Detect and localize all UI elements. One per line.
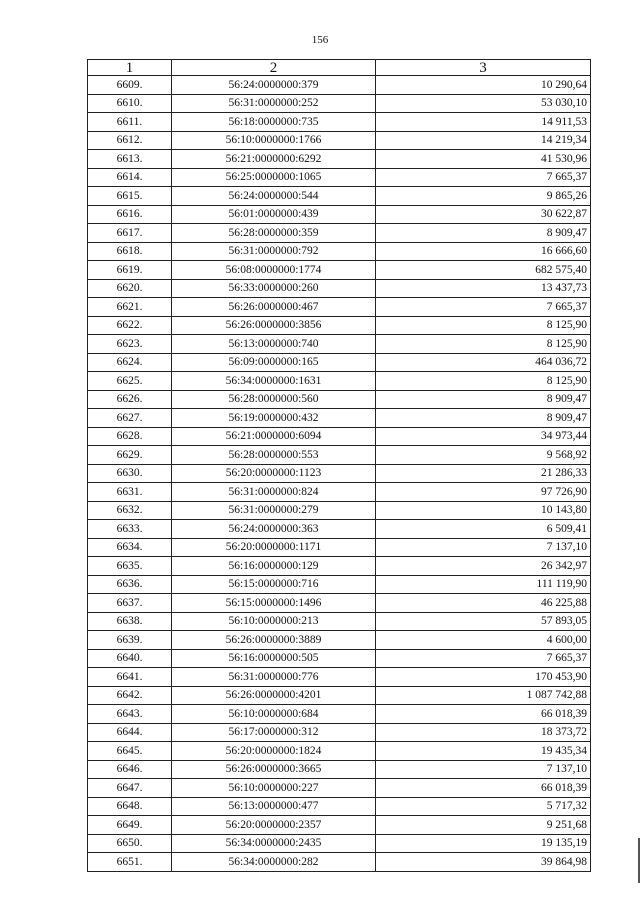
table-row <box>88 557 591 576</box>
table-row <box>88 705 591 724</box>
value-cell: 53 030,10 <box>376 94 591 113</box>
row-number-cell: 6630. <box>88 464 172 483</box>
cadastral-number-cell: 56:34:0000000:282 <box>172 853 376 872</box>
table-row <box>88 594 591 613</box>
row-number-cell: 6619. <box>88 261 172 280</box>
value-cell: 41 530,96 <box>376 150 591 169</box>
value-cell: 4 600,00 <box>376 631 591 650</box>
table-row <box>88 649 591 668</box>
value-cell: 111 119,90 <box>376 575 591 594</box>
table-row <box>88 797 591 816</box>
cadastral-number-cell: 56:10:0000000:1766 <box>172 131 376 150</box>
row-number-cell: 6649. <box>88 816 172 835</box>
value-cell: 19 435,34 <box>376 742 591 761</box>
row-number-cell: 6611. <box>88 113 172 132</box>
value-cell: 8 125,90 <box>376 316 591 335</box>
row-number-cell: 6626. <box>88 390 172 409</box>
cadastral-number-cell: 56:09:0000000:165 <box>172 353 376 372</box>
value-cell: 14 911,53 <box>376 113 591 132</box>
row-number-cell: 6636. <box>88 575 172 594</box>
row-number-cell: 6615. <box>88 187 172 206</box>
cadastral-number-cell: 56:16:0000000:505 <box>172 649 376 668</box>
row-number-cell: 6637. <box>88 594 172 613</box>
cadastral-number-cell: 56:26:0000000:3665 <box>172 760 376 779</box>
cadastral-number-cell: 56:26:0000000:467 <box>172 298 376 317</box>
value-cell: 170 453,90 <box>376 668 591 687</box>
value-cell: 46 225,88 <box>376 594 591 613</box>
table-row <box>88 742 591 761</box>
cadastral-number-cell: 56:31:0000000:792 <box>172 242 376 261</box>
table-row <box>88 464 591 483</box>
cadastral-number-cell: 56:20:0000000:2357 <box>172 816 376 835</box>
row-number-cell: 6612. <box>88 131 172 150</box>
row-number-cell: 6609. <box>88 76 172 95</box>
cadastral-number-cell: 56:28:0000000:553 <box>172 446 376 465</box>
table-row <box>88 686 591 705</box>
value-cell: 6 509,41 <box>376 520 591 539</box>
row-number-cell: 6624. <box>88 353 172 372</box>
table-row <box>88 94 591 113</box>
cadastral-number-cell: 56:16:0000000:129 <box>172 557 376 576</box>
table-row <box>88 631 591 650</box>
column-header-value: 3 <box>376 60 591 76</box>
cadastral-number-cell: 56:21:0000000:6094 <box>172 427 376 446</box>
value-cell: 26 342,97 <box>376 557 591 576</box>
table-row <box>88 409 591 428</box>
value-cell: 7 137,10 <box>376 760 591 779</box>
page-number: 156 <box>311 34 329 46</box>
cadastral-number-cell: 56:17:0000000:312 <box>172 723 376 742</box>
cadastral-number-cell: 56:28:0000000:359 <box>172 224 376 243</box>
row-number-cell: 6622. <box>88 316 172 335</box>
table-row <box>88 76 591 95</box>
value-cell: 1 087 742,88 <box>376 686 591 705</box>
row-number-cell: 6648. <box>88 797 172 816</box>
table-row <box>88 520 591 539</box>
cadastral-number-cell: 56:33:0000000:260 <box>172 279 376 298</box>
table-row <box>88 538 591 557</box>
table-row <box>88 390 591 409</box>
row-number-cell: 6645. <box>88 742 172 761</box>
cadastral-number-cell: 56:15:0000000:1496 <box>172 594 376 613</box>
cadastral-number-cell: 56:20:0000000:1171 <box>172 538 376 557</box>
value-cell: 8 909,47 <box>376 409 591 428</box>
value-cell: 16 666,60 <box>376 242 591 261</box>
row-number-cell: 6613. <box>88 150 172 169</box>
row-number-cell: 6643. <box>88 705 172 724</box>
cadastral-number-cell: 56:21:0000000:6292 <box>172 150 376 169</box>
row-number-cell: 6644. <box>88 723 172 742</box>
table-row <box>88 668 591 687</box>
table-row <box>88 853 591 872</box>
cadastral-number-cell: 56:31:0000000:776 <box>172 668 376 687</box>
cadastral-number-cell: 56:26:0000000:4201 <box>172 686 376 705</box>
cadastral-number-cell: 56:18:0000000:735 <box>172 113 376 132</box>
cadastral-number-cell: 56:15:0000000:716 <box>172 575 376 594</box>
cadastral-number-cell: 56:13:0000000:740 <box>172 335 376 354</box>
header-row <box>88 60 591 76</box>
row-number-cell: 6610. <box>88 94 172 113</box>
table-row <box>88 150 591 169</box>
row-number-cell: 6623. <box>88 335 172 354</box>
row-number-cell: 6647. <box>88 779 172 798</box>
value-cell: 9 568,92 <box>376 446 591 465</box>
value-cell: 7 665,37 <box>376 298 591 317</box>
table-row <box>88 261 591 280</box>
table-body <box>88 76 591 872</box>
row-number-cell: 6646. <box>88 760 172 779</box>
value-cell: 13 437,73 <box>376 279 591 298</box>
value-cell: 18 373,72 <box>376 723 591 742</box>
table-row <box>88 427 591 446</box>
table-row <box>88 816 591 835</box>
table-row <box>88 483 591 502</box>
table-row <box>88 335 591 354</box>
column-header-number: 1 <box>88 60 172 76</box>
value-cell: 21 286,33 <box>376 464 591 483</box>
row-number-cell: 6641. <box>88 668 172 687</box>
value-cell: 19 135,19 <box>376 834 591 853</box>
table-row <box>88 316 591 335</box>
value-cell: 10 143,80 <box>376 501 591 520</box>
cadastral-number-cell: 56:26:0000000:3856 <box>172 316 376 335</box>
table-row <box>88 298 591 317</box>
row-number-cell: 6618. <box>88 242 172 261</box>
cadastral-number-cell: 56:24:0000000:379 <box>172 76 376 95</box>
value-cell: 97 726,90 <box>376 483 591 502</box>
cadastral-number-cell: 56:10:0000000:684 <box>172 705 376 724</box>
table-row <box>88 760 591 779</box>
column-header-cadastral-number: 2 <box>172 60 376 76</box>
value-cell: 66 018,39 <box>376 705 591 724</box>
value-cell: 9 251,68 <box>376 816 591 835</box>
table-row <box>88 187 591 206</box>
row-number-cell: 6625. <box>88 372 172 391</box>
row-number-cell: 6621. <box>88 298 172 317</box>
value-cell: 8 125,90 <box>376 335 591 354</box>
table-row <box>88 575 591 594</box>
cadastral-number-cell: 56:24:0000000:363 <box>172 520 376 539</box>
cadastral-number-cell: 56:10:0000000:213 <box>172 612 376 631</box>
table-row <box>88 353 591 372</box>
row-number-cell: 6640. <box>88 649 172 668</box>
cadastral-number-cell: 56:31:0000000:279 <box>172 501 376 520</box>
table-row <box>88 446 591 465</box>
value-cell: 8 909,47 <box>376 390 591 409</box>
value-cell: 682 575,40 <box>376 261 591 280</box>
cadastral-number-cell: 56:34:0000000:2435 <box>172 834 376 853</box>
table-row <box>88 501 591 520</box>
cadastral-table <box>87 59 591 872</box>
value-cell: 34 973,44 <box>376 427 591 446</box>
value-cell: 39 864,98 <box>376 853 591 872</box>
cadastral-number-cell: 56:31:0000000:252 <box>172 94 376 113</box>
cadastral-number-cell: 56:26:0000000:3889 <box>172 631 376 650</box>
table-header <box>88 60 591 76</box>
table-row <box>88 224 591 243</box>
value-cell: 30 622,87 <box>376 205 591 224</box>
cadastral-number-cell: 56:25:0000000:1065 <box>172 168 376 187</box>
row-number-cell: 6631. <box>88 483 172 502</box>
value-cell: 66 018,39 <box>376 779 591 798</box>
row-number-cell: 6642. <box>88 686 172 705</box>
row-number-cell: 6617. <box>88 224 172 243</box>
row-number-cell: 6628. <box>88 427 172 446</box>
table-row <box>88 779 591 798</box>
table-row <box>88 279 591 298</box>
cadastral-number-cell: 56:20:0000000:1123 <box>172 464 376 483</box>
value-cell: 9 865,26 <box>376 187 591 206</box>
row-number-cell: 6634. <box>88 538 172 557</box>
row-number-cell: 6614. <box>88 168 172 187</box>
cadastral-number-cell: 56:24:0000000:544 <box>172 187 376 206</box>
value-cell: 5 717,32 <box>376 797 591 816</box>
cadastral-number-cell: 56:20:0000000:1824 <box>172 742 376 761</box>
table-row <box>88 113 591 132</box>
row-number-cell: 6638. <box>88 612 172 631</box>
value-cell: 464 036,72 <box>376 353 591 372</box>
cadastral-number-cell: 56:28:0000000:560 <box>172 390 376 409</box>
value-cell: 57 893,05 <box>376 612 591 631</box>
table-row <box>88 372 591 391</box>
row-number-cell: 6632. <box>88 501 172 520</box>
row-number-cell: 6629. <box>88 446 172 465</box>
cadastral-number-cell: 56:08:0000000:1774 <box>172 261 376 280</box>
value-cell: 7 665,37 <box>376 168 591 187</box>
row-number-cell: 6650. <box>88 834 172 853</box>
row-number-cell: 6616. <box>88 205 172 224</box>
value-cell: 8 125,90 <box>376 372 591 391</box>
value-cell: 14 219,34 <box>376 131 591 150</box>
table-row <box>88 834 591 853</box>
cadastral-number-cell: 56:34:0000000:1631 <box>172 372 376 391</box>
table-row <box>88 205 591 224</box>
cadastral-number-cell: 56:13:0000000:477 <box>172 797 376 816</box>
value-cell: 7 665,37 <box>376 649 591 668</box>
row-number-cell: 6639. <box>88 631 172 650</box>
cadastral-number-cell: 56:10:0000000:227 <box>172 779 376 798</box>
row-number-cell: 6627. <box>88 409 172 428</box>
value-cell: 10 290,64 <box>376 76 591 95</box>
value-cell: 8 909,47 <box>376 224 591 243</box>
cadastral-number-cell: 56:31:0000000:824 <box>172 483 376 502</box>
cadastral-number-cell: 56:19:0000000:432 <box>172 409 376 428</box>
table-row <box>88 242 591 261</box>
row-number-cell: 6651. <box>88 853 172 872</box>
row-number-cell: 6635. <box>88 557 172 576</box>
value-cell: 7 137,10 <box>376 538 591 557</box>
row-number-cell: 6633. <box>88 520 172 539</box>
table-row <box>88 131 591 150</box>
row-number-cell: 6620. <box>88 279 172 298</box>
table-row <box>88 723 591 742</box>
cadastral-number-cell: 56:01:0000000:439 <box>172 205 376 224</box>
table-row <box>88 612 591 631</box>
table-row <box>88 168 591 187</box>
